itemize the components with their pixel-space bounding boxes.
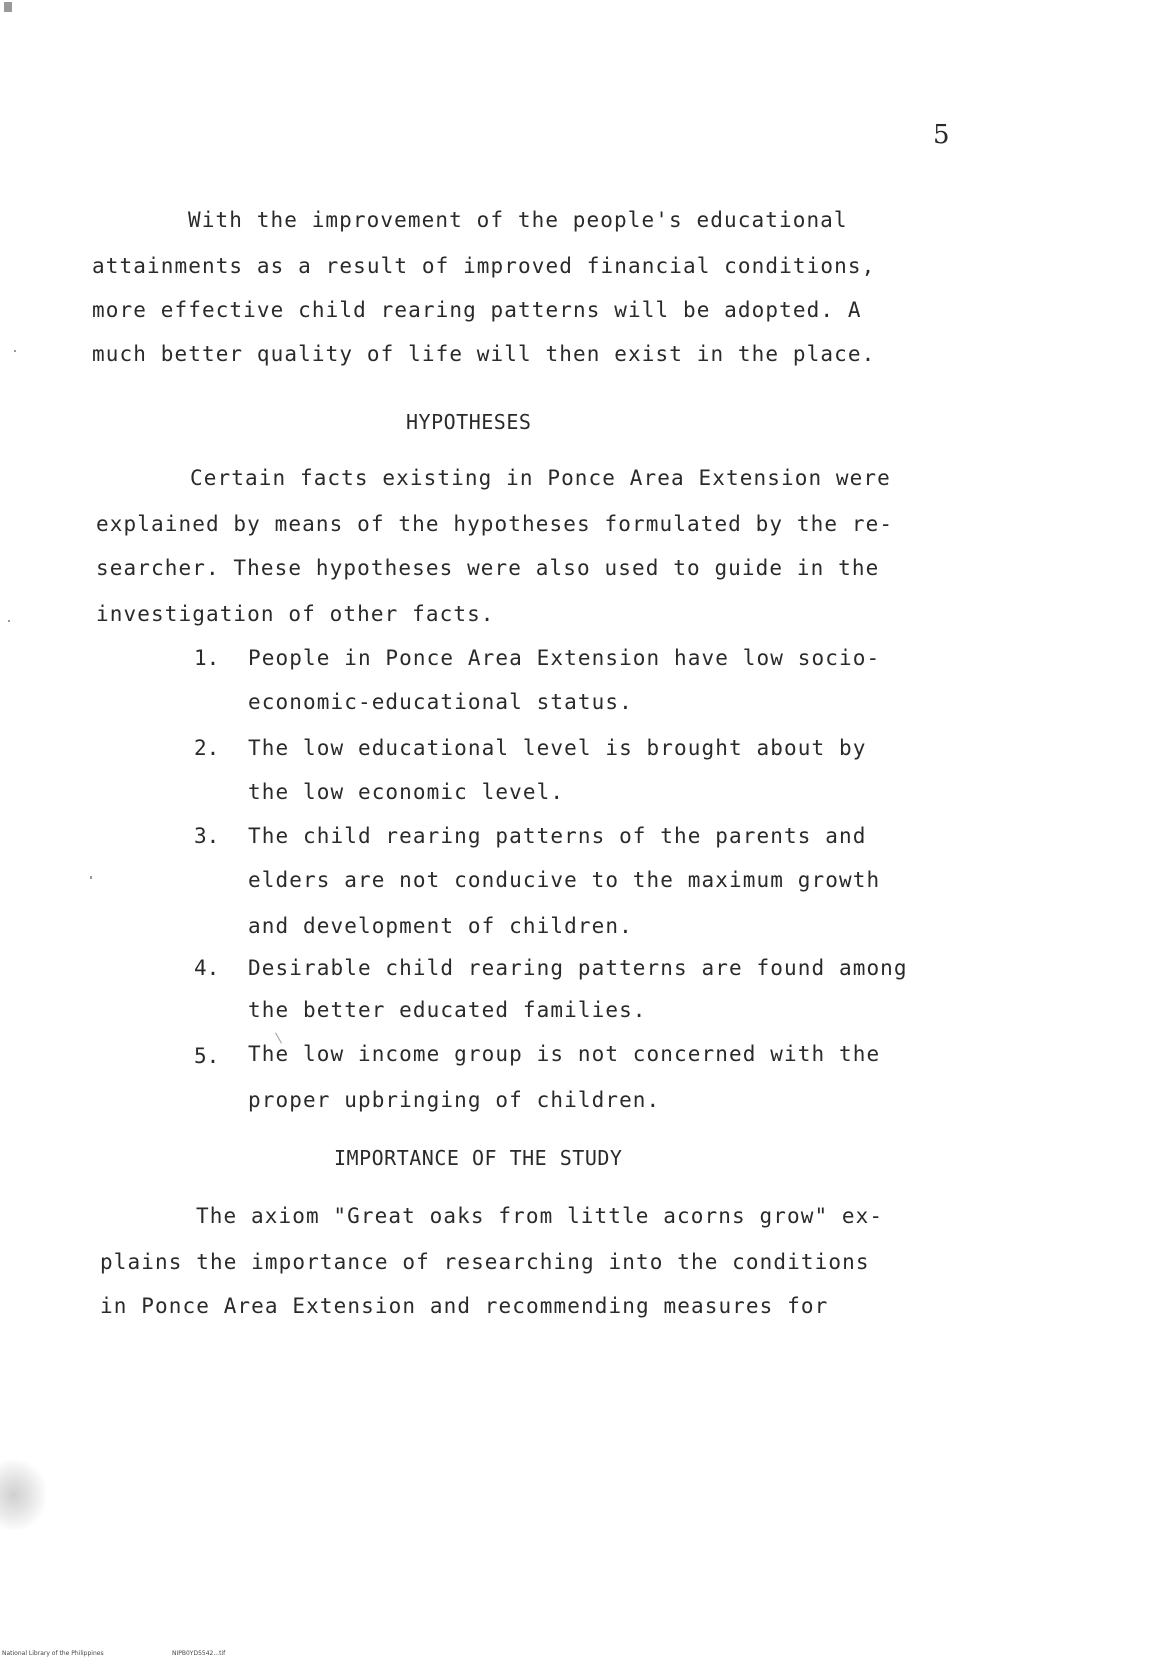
page-number: 5 bbox=[933, 120, 950, 150]
hypotheses-line: explained by means of the hypotheses formulated by the re- bbox=[96, 512, 894, 536]
hypothesis-number: 2. bbox=[194, 736, 220, 760]
hypotheses-heading: HYPOTHESES bbox=[406, 410, 532, 434]
hypothesis-line: the better educated families. bbox=[248, 998, 647, 1022]
hypothesis-line: and development of children. bbox=[248, 914, 633, 938]
scan-speck bbox=[90, 876, 92, 879]
importance-line: plains the importance of researching into the conditions bbox=[100, 1250, 870, 1274]
hypothesis-line: People in Ponce Area Extension have low socio- bbox=[248, 646, 881, 670]
hypotheses-line: investigation of other facts. bbox=[96, 602, 495, 626]
footer-library: National Library of the Philippines bbox=[2, 1650, 104, 1657]
hypothesis-line: elders are not conducive to the maximum growth bbox=[248, 868, 881, 892]
importance-line: The axiom "Great oaks from little acorns grow" ex- bbox=[196, 1204, 884, 1228]
hypothesis-line: The low educational level is brought about by bbox=[248, 736, 867, 760]
hypothesis-line: economic-educational status. bbox=[248, 690, 633, 714]
scan-edge-smudge bbox=[0, 1460, 46, 1530]
intro-line: With the improvement of the people's educational bbox=[188, 208, 848, 232]
importance-heading: IMPORTANCE OF THE STUDY bbox=[334, 1146, 623, 1170]
scan-speck bbox=[8, 620, 10, 622]
footer-file: NIPB0YD5542...tif bbox=[172, 1650, 226, 1657]
hypothesis-line: the low economic level. bbox=[248, 780, 565, 804]
intro-line: more effective child rearing patterns will be adopted. A bbox=[92, 298, 862, 322]
hypothesis-line: proper upbringing of children. bbox=[248, 1088, 661, 1112]
hypothesis-number: 4. bbox=[194, 956, 220, 980]
hypothesis-line: The child rearing patterns of the parents and bbox=[248, 824, 867, 848]
importance-line: in Ponce Area Extension and recommending measures for bbox=[100, 1294, 829, 1318]
hypotheses-line: Certain facts existing in Ponce Area Extension were bbox=[190, 466, 891, 490]
hypothesis-line: Desirable child rearing patterns are found among bbox=[248, 956, 908, 980]
hypothesis-number: 1. bbox=[194, 646, 220, 670]
scan-speck bbox=[4, 2, 12, 12]
intro-line: attainments as a result of improved financial conditions, bbox=[92, 254, 876, 278]
hypothesis-number: 3. bbox=[194, 824, 220, 848]
scan-speck bbox=[14, 350, 16, 352]
intro-line: much better quality of life will then exist in the place. bbox=[92, 342, 876, 366]
hypothesis-line: The low income group is not concerned with the bbox=[248, 1042, 881, 1066]
hypothesis-number: 5. bbox=[194, 1044, 220, 1068]
hypotheses-line: searcher. These hypotheses were also used to guide in the bbox=[96, 556, 880, 580]
